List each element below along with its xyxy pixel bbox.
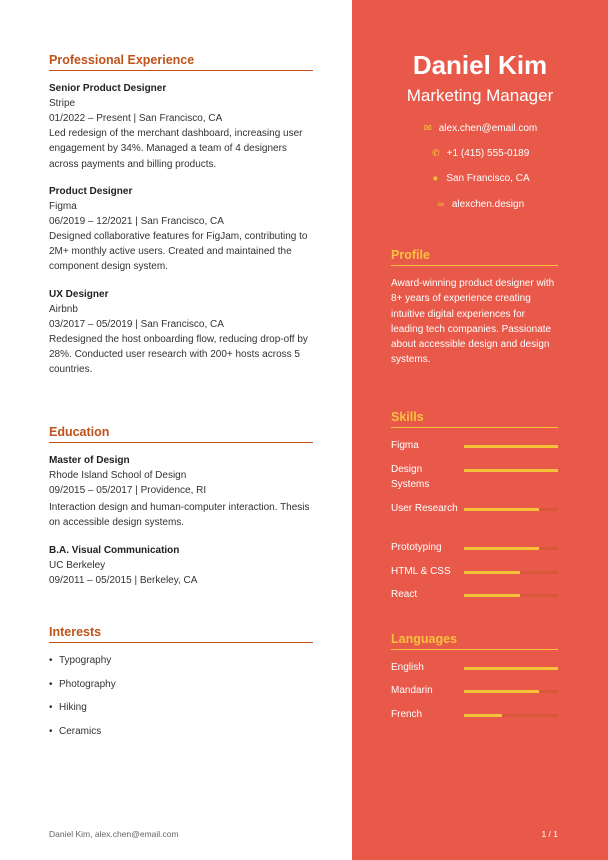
page-number: 1 / 1 xyxy=(541,829,558,839)
skill-label: Figma xyxy=(391,440,419,451)
language-label: English xyxy=(391,662,424,673)
bullet-icon: • xyxy=(49,702,53,713)
language-level-bar xyxy=(464,667,558,670)
skills-section xyxy=(391,410,558,608)
interest-label: Ceramics xyxy=(59,725,102,737)
skill-label: HTML & CSS xyxy=(391,566,451,577)
profile-text: Award-winning product designer with 8+ years of experience creating intuitive digital experiences for leading tech companies. Passionate about accessible design and design systems. xyxy=(391,278,555,366)
job-description: Redesigned the host onboarding flow, reducing drop-off by 28%. Conducted user research with 200+ hosts across 5 countries. xyxy=(49,333,308,376)
skill-level-remainder xyxy=(520,571,558,574)
education-description: Interaction design and human-computer interaction. Thesis on accessible design systems. xyxy=(49,502,310,529)
language-level-remainder xyxy=(539,690,558,693)
education-heading: Education xyxy=(49,425,313,443)
skill-level-fill xyxy=(464,547,539,550)
education-section xyxy=(49,425,313,600)
language-level-fill xyxy=(464,690,539,693)
language-level-remainder xyxy=(502,714,558,717)
interests-list xyxy=(49,655,313,738)
right-panel xyxy=(352,0,608,860)
profile-heading: Profile xyxy=(391,248,558,266)
interest-item xyxy=(49,679,313,691)
skill-level-fill xyxy=(464,445,558,448)
interest-label: Photography xyxy=(59,678,116,690)
languages-section xyxy=(391,632,558,740)
experience-section xyxy=(49,53,313,390)
language-level-bar xyxy=(464,714,558,717)
job-meta: 01/2022 – Present | San Francisco, CA xyxy=(49,113,223,124)
job-title: UX Designer xyxy=(49,288,109,300)
interests-section xyxy=(49,625,313,749)
language-level-bar xyxy=(464,690,558,693)
skill-level-bar xyxy=(464,445,558,448)
interest-label: Hiking xyxy=(59,702,87,713)
company-name: Stripe xyxy=(49,98,76,109)
email-text: alex.chen@email.com xyxy=(438,123,538,134)
interest-item xyxy=(49,702,313,714)
bullet-icon: • xyxy=(49,725,53,737)
degree-title: Master of Design xyxy=(49,455,130,466)
interest-item xyxy=(49,726,313,738)
skill-level-fill xyxy=(464,508,539,511)
contact-location xyxy=(352,173,608,184)
skill-label: React xyxy=(391,589,418,600)
website-text: alexchen.design xyxy=(451,199,525,210)
school-name: Rhode Island School of Design xyxy=(49,470,187,481)
contact-website[interactable] xyxy=(352,199,608,210)
job-description: Led redesign of the merchant dashboard, increasing user engagement by 34%. Managed a team of 4 designers across payments and billing products. xyxy=(49,128,303,170)
location-icon: ● xyxy=(432,173,439,184)
experience-entry xyxy=(49,184,313,275)
degree-title: B.A. Visual Communication xyxy=(49,544,180,556)
skill-level-bar xyxy=(464,547,558,550)
skill-level-remainder xyxy=(539,547,558,550)
experience-entry xyxy=(49,287,313,378)
job-meta: 06/2019 – 12/2021 | San Francisco, CA xyxy=(49,215,224,227)
skills-heading: Skills xyxy=(391,410,558,428)
skill-level-fill xyxy=(464,594,520,597)
skill-level-bar xyxy=(464,571,558,574)
interests-heading: Interests xyxy=(49,625,313,643)
contact-phone[interactable] xyxy=(352,148,608,159)
education-meta: 09/2015 – 05/2017 | Providence, RI xyxy=(49,485,207,496)
skill-level-bar xyxy=(464,508,558,511)
job-meta: 03/2017 – 05/2019 | San Francisco, CA xyxy=(49,318,224,330)
experience-heading: Professional Experience xyxy=(49,53,313,71)
skill-label: Design Systems xyxy=(391,464,430,490)
language-label: Mandarin xyxy=(391,685,433,696)
skill-level-bar xyxy=(464,594,558,597)
skill-label: Prototyping xyxy=(391,542,442,553)
email-icon: ✉ xyxy=(423,123,432,134)
job-title: Senior Product Designer xyxy=(49,83,167,94)
language-level-fill xyxy=(464,714,502,717)
education-entry xyxy=(49,453,313,531)
skill-level-remainder xyxy=(539,508,558,511)
company-name: Figma xyxy=(49,200,77,212)
candidate-name: Daniel Kim xyxy=(412,50,548,80)
interest-label: Typography xyxy=(59,655,112,666)
interest-item xyxy=(49,655,313,667)
languages-heading: Languages xyxy=(391,632,558,650)
skill-label: User Research xyxy=(391,503,458,514)
languages-list xyxy=(391,660,558,740)
profile-section xyxy=(391,248,558,368)
job-description: Designed collaborative features for FigJam, contributing to 2M+ monthly active users. Created and maintained the component design system. xyxy=(49,230,308,273)
skill-level-fill xyxy=(464,571,520,574)
candidate-role: Marketing Manager xyxy=(406,86,554,105)
education-entry xyxy=(49,543,313,588)
phone-text: +1 (415) 555-0189 xyxy=(446,148,530,159)
location-text: San Francisco, CA xyxy=(446,173,530,184)
job-title: Product Designer xyxy=(49,185,133,197)
language-label: French xyxy=(391,709,423,720)
skills-list xyxy=(391,438,558,608)
education-meta: 09/2011 – 05/2015 | Berkeley, CA xyxy=(49,574,198,586)
phone-icon: ✆ xyxy=(431,148,440,159)
bullet-icon: • xyxy=(49,678,53,690)
skill-level-remainder xyxy=(520,594,558,597)
language-level-fill xyxy=(464,667,558,670)
bullet-icon: • xyxy=(49,655,53,666)
link-icon: ∞ xyxy=(437,199,445,210)
school-name: UC Berkeley xyxy=(49,559,106,571)
contact-email[interactable] xyxy=(352,123,608,134)
experience-entry xyxy=(49,81,313,172)
skill-level-fill xyxy=(464,469,558,472)
company-name: Airbnb xyxy=(49,303,78,315)
footer-left: Daniel Kim, alex.chen@email.com xyxy=(49,829,179,839)
skill-level-bar xyxy=(464,469,558,472)
